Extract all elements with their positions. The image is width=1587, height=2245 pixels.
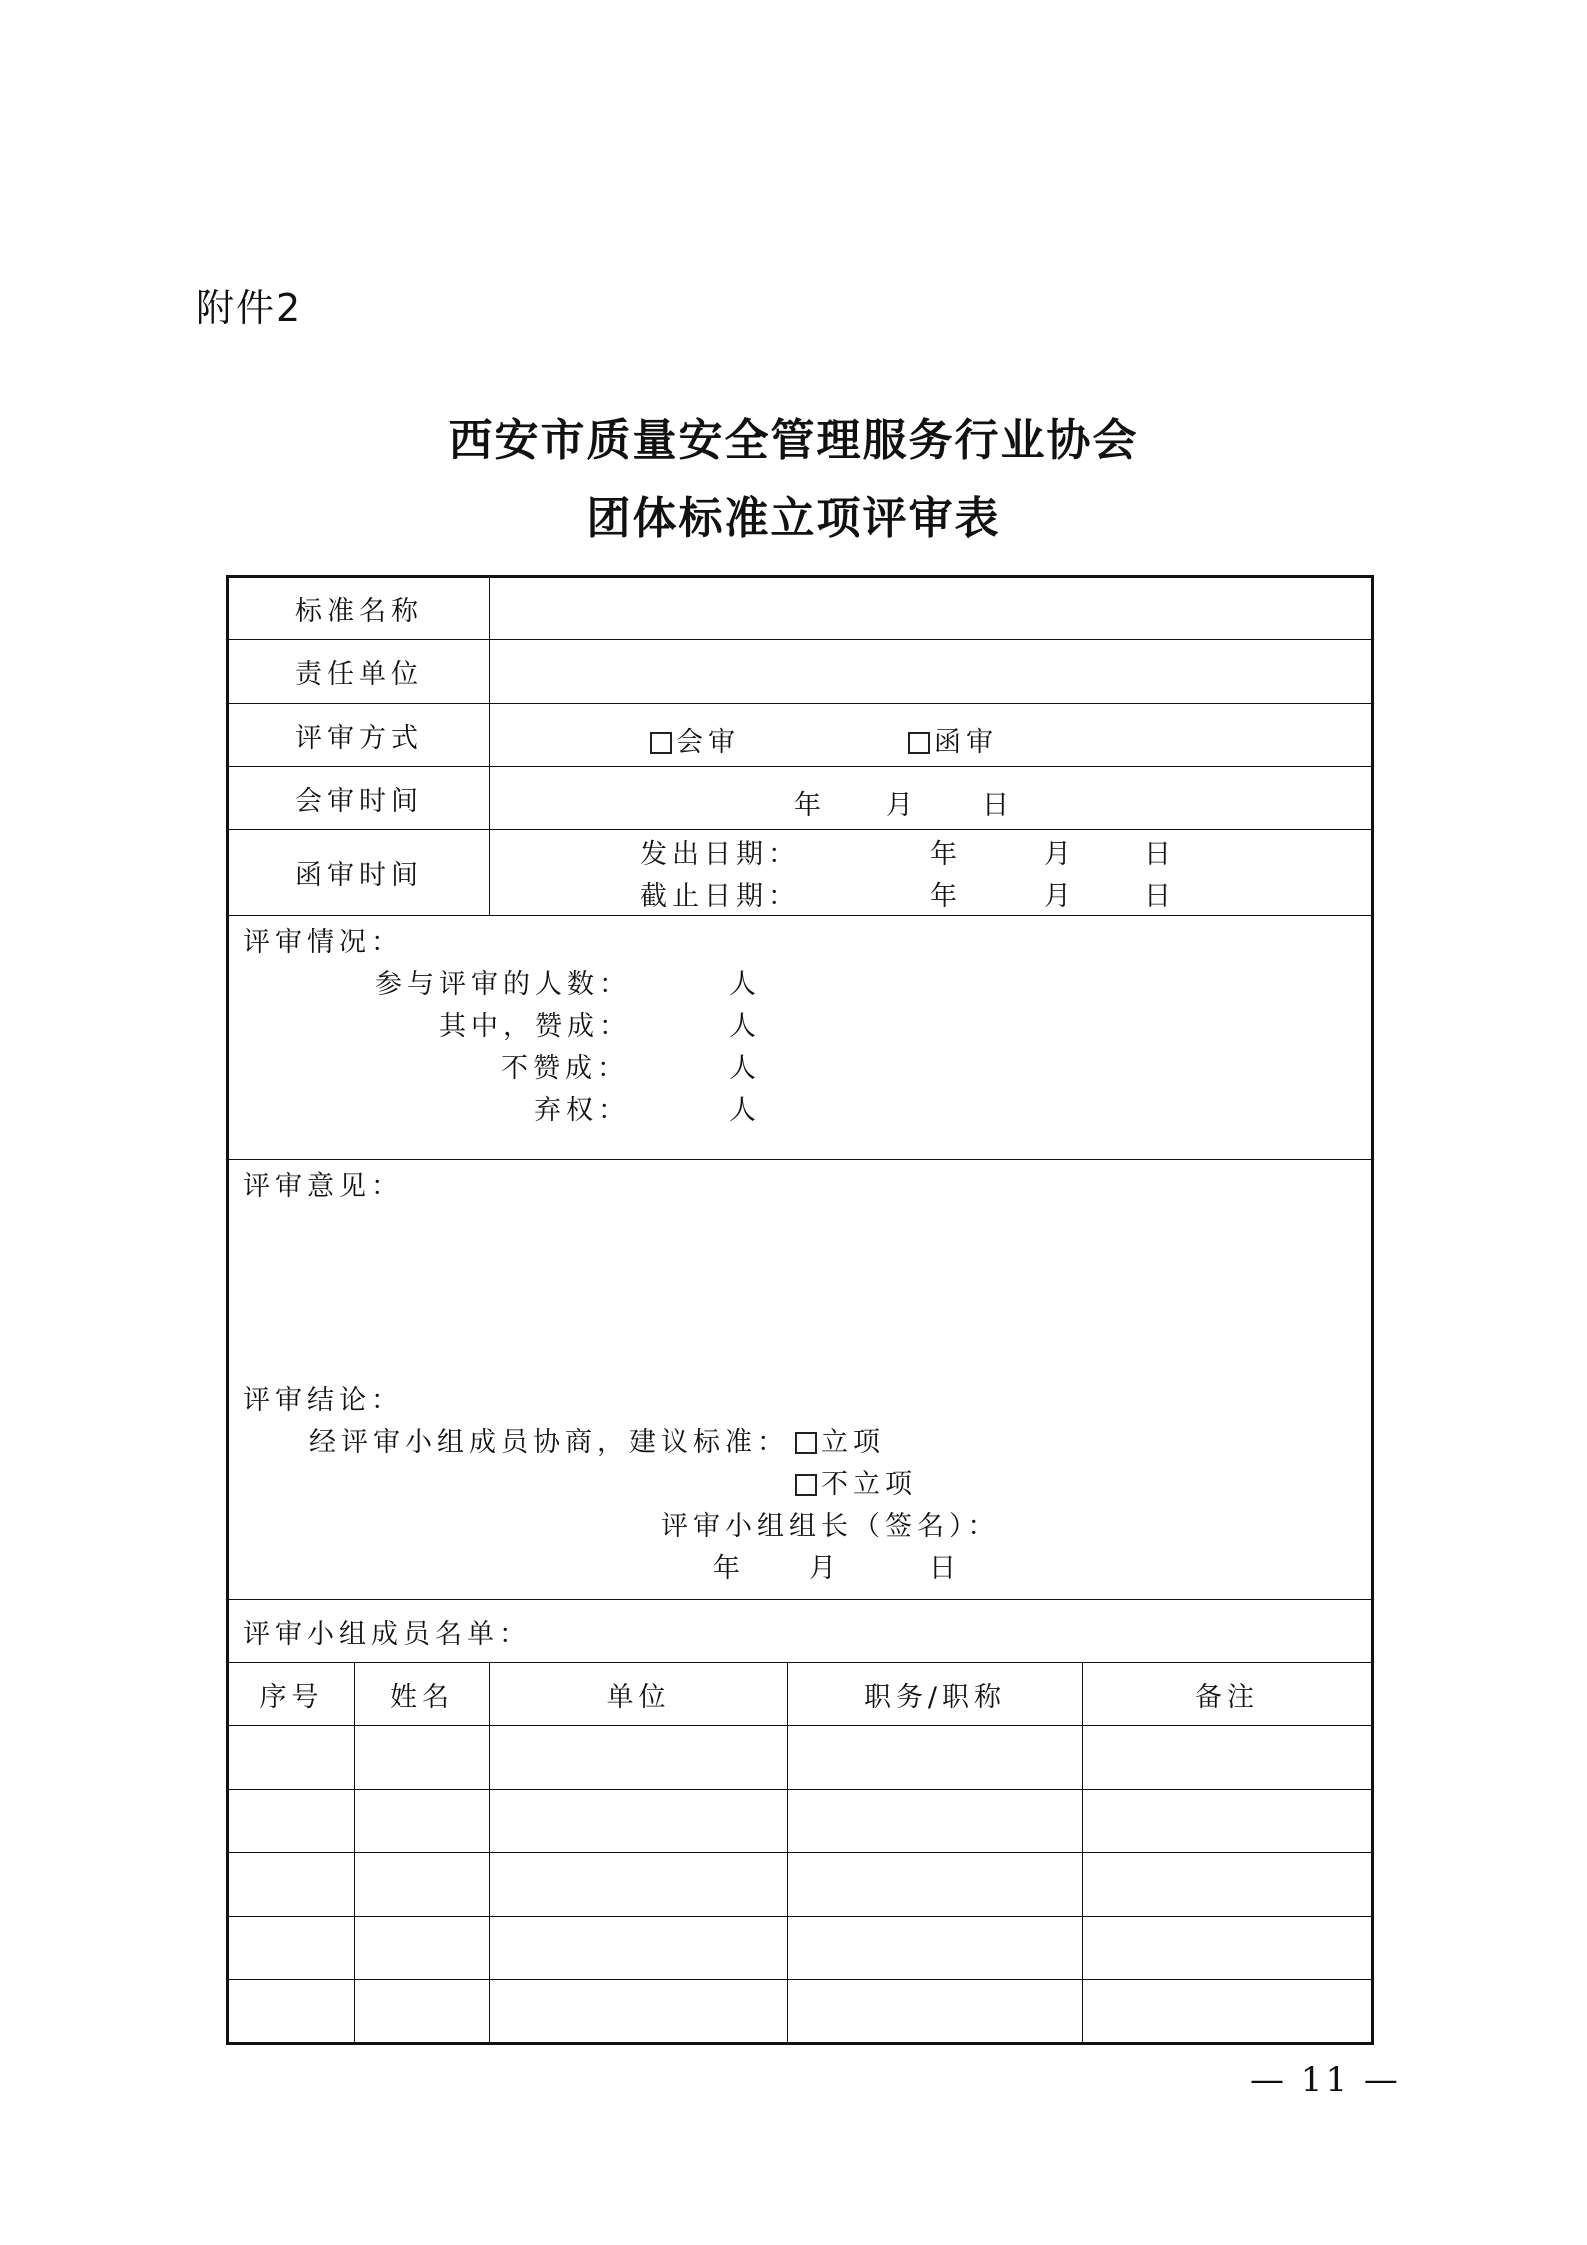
- table-cell[interactable]: [788, 1726, 1083, 1790]
- review-opinion-cell[interactable]: [228, 1160, 1373, 1600]
- table-row: [228, 1726, 1373, 1790]
- row-responsible-unit: [228, 640, 1373, 704]
- page-number: — 11 —: [1250, 2060, 1401, 2100]
- table-cell[interactable]: [228, 1853, 355, 1917]
- checkbox-icon[interactable]: [908, 732, 930, 754]
- table-cell[interactable]: [490, 1853, 788, 1917]
- letter-review-option[interactable]: 函审: [908, 720, 998, 759]
- unit-label: 人: [729, 1053, 761, 1084]
- table-cell[interactable]: [355, 1790, 490, 1853]
- letter-time-label: 函审时间: [228, 830, 490, 916]
- day-label: 日: [1144, 839, 1176, 870]
- meeting-review-option[interactable]: 会审: [650, 720, 740, 759]
- day-label: 日: [1144, 881, 1176, 912]
- review-method-label: 评审方式: [228, 704, 490, 767]
- review-status-cell: [228, 916, 1373, 1160]
- meeting-time-field[interactable]: [490, 767, 1373, 830]
- day-label: 日: [982, 790, 1014, 821]
- year-label: 年: [713, 1553, 745, 1584]
- table-row: [228, 1790, 1373, 1853]
- table-cell[interactable]: [355, 1980, 490, 2044]
- row-review-method: [228, 704, 1373, 767]
- issue-date-label: 发出日期：: [640, 839, 800, 870]
- table-cell[interactable]: [490, 1726, 788, 1790]
- column-header-unit: 单位: [490, 1663, 788, 1726]
- table-row: [228, 1980, 1373, 2044]
- in-favor-label: 其中，赞成：: [439, 1011, 631, 1042]
- members-header-row: [228, 1663, 1373, 1726]
- standard-name-field[interactable]: [490, 577, 1373, 640]
- column-header-remarks: 备注: [1083, 1663, 1373, 1726]
- table-cell[interactable]: [1083, 1790, 1373, 1853]
- table-cell[interactable]: [228, 1917, 355, 1980]
- participants-label: 参与评审的人数：: [375, 969, 631, 1000]
- against-label: 不赞成：: [501, 1053, 629, 1084]
- table-cell[interactable]: [788, 1980, 1083, 2044]
- month-label: 月: [809, 1553, 841, 1584]
- table-cell[interactable]: [490, 1980, 788, 2044]
- table-cell[interactable]: [788, 1790, 1083, 1853]
- year-label: 年: [930, 839, 962, 870]
- letter-time-field[interactable]: [490, 830, 1373, 916]
- responsible-unit-label: 责任单位: [228, 640, 490, 704]
- column-header-name: 姓名: [355, 1663, 490, 1726]
- table-cell[interactable]: [490, 1790, 788, 1853]
- checkbox-icon[interactable]: [650, 732, 672, 754]
- row-standard-name: [228, 577, 1373, 640]
- title-line-2: 团体标准立项评审表: [586, 493, 1001, 544]
- month-label: 月: [1044, 839, 1076, 870]
- unit-label: 人: [729, 1011, 761, 1042]
- table-cell[interactable]: [355, 1726, 490, 1790]
- title-line-1: 西安市质量安全管理服务行业协会: [448, 415, 1139, 466]
- day-label: 日: [929, 1553, 961, 1584]
- table-cell[interactable]: [788, 1853, 1083, 1917]
- responsible-unit-field[interactable]: [490, 640, 1373, 704]
- meeting-time-label: 会审时间: [228, 767, 490, 830]
- year-label: 年: [930, 881, 962, 912]
- review-status-heading: 评审情况：: [243, 927, 403, 958]
- review-conclusion-heading: 评审结论：: [243, 1385, 403, 1416]
- month-label: 月: [1044, 881, 1076, 912]
- review-form-table: [226, 575, 1374, 2045]
- reject-option[interactable]: 不立项: [795, 1462, 917, 1501]
- checkbox-icon[interactable]: [795, 1474, 817, 1496]
- column-header-position: 职务/职称: [788, 1663, 1083, 1726]
- checkbox-icon[interactable]: [795, 1432, 817, 1454]
- conclusion-statement: 经评审小组成员协商，建议标准：: [309, 1427, 789, 1458]
- row-meeting-time: [228, 767, 1373, 830]
- table-cell[interactable]: [1083, 1726, 1373, 1790]
- month-label: 月: [886, 790, 918, 821]
- table-row: [228, 1917, 1373, 1980]
- deadline-date-label: 截止日期：: [640, 881, 800, 912]
- column-header-index: 序号: [228, 1663, 355, 1726]
- review-opinion-heading: 评审意见：: [243, 1171, 403, 1202]
- table-cell[interactable]: [1083, 1853, 1373, 1917]
- table-cell[interactable]: [228, 1980, 355, 2044]
- row-members-heading: [228, 1600, 1373, 1663]
- table-row: [228, 1853, 1373, 1917]
- leader-signature-label: 评审小组组长（签名）：: [661, 1511, 1000, 1542]
- row-review-status: [228, 916, 1373, 1160]
- table-cell[interactable]: [228, 1790, 355, 1853]
- row-review-opinion-conclusion: [228, 1160, 1373, 1600]
- abstain-label: 弃权：: [534, 1095, 630, 1126]
- approve-option[interactable]: 立项: [795, 1420, 885, 1459]
- table-cell[interactable]: [355, 1853, 490, 1917]
- unit-label: 人: [729, 1095, 761, 1126]
- table-cell[interactable]: [1083, 1917, 1373, 1980]
- table-cell[interactable]: [490, 1917, 788, 1980]
- table-cell[interactable]: [1083, 1980, 1373, 2044]
- standard-name-label: 标准名称: [228, 577, 490, 640]
- review-method-options: [490, 704, 1373, 767]
- table-cell[interactable]: [788, 1917, 1083, 1980]
- attachment-label: 附件2: [196, 286, 303, 330]
- table-cell[interactable]: [355, 1917, 490, 1980]
- unit-label: 人: [729, 969, 761, 1000]
- row-letter-time: [228, 830, 1373, 916]
- table-cell[interactable]: [228, 1726, 355, 1790]
- year-label: 年: [794, 790, 826, 821]
- members-heading: 评审小组成员名单：: [228, 1600, 1373, 1663]
